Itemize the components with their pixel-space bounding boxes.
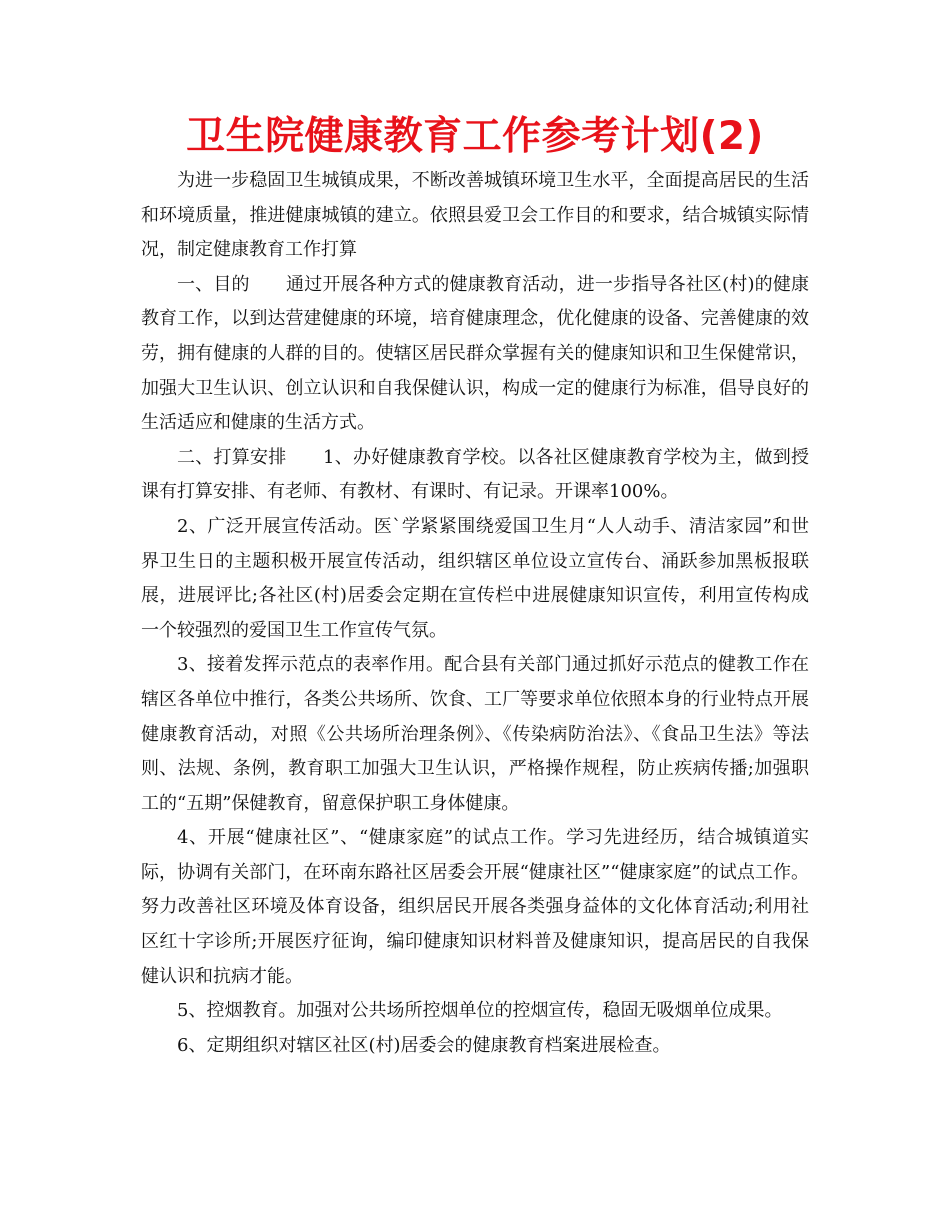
- paragraph-plan-2: 2、广泛开展宣传活动。医`学紧紧围绕爱国卫生月“人人动手、清洁家园”和世界卫生日的主题积极开展宣传活动，组织辖区单位设立宣传台、涌跃参加黑板报联展，进展评比;各社区(村)居委会定期在宣传栏中进展健康知识宣传，利用宣传构成一个较强烈的爱国卫生工作宣传气氛。: [141, 515, 809, 641]
- paragraph-plan-3: 3、接着发挥示范点的表率作用。配合县有关部门通过抓好示范点的健教工作在辖区各单位中推行，各类公共场所、饮食、工厂等要求单位依照本身的行业特点开展健康教育活动，对照《公共场所治理条例》、《传染病防治法》、《食品卫生法》等法则、法规、条例，教育职工加强大卫生认识，严格操作规程，防止疾病传播;加强职工的“五期”保健教育，留意保护职工身体健康。: [141, 654, 809, 814]
- paragraph-intro: 为进一步稳固卫生城镇成果，不断改善城镇环境卫生水平，全面提高居民的生活和环境质量，推进健康城镇的建立。依照县爱卫会工作目的和要求，结合城镇实际情况，制定健康教育工作打算: [141, 170, 809, 261]
- paragraph-plan-5: 5、控烟教育。加强对公共场所控烟单位的控烟宣传，稳固无吸烟单位成果。: [177, 1000, 783, 1022]
- paragraph-purpose: 一、目的 通过开展各种方式的健康教育活动，进一步指导各社区(村)的健康教育工作，以到达营建健康的环境，培育健康理念，优化健康的设备、完善健康的效劳，拥有健康的人群的目的。使辖区居民群众掌握有关的健康知识和卫生保健常识，加强大卫生认识、创立认识和自我保健认识，构成一定的健康行为标准，倡导良好的生活适应和健康的生活方式。: [141, 273, 809, 434]
- paragraph-plan-1: 二、打算安排 1、办好健康教育学校。以各社区健康教育学校为主，做到授课有打算安排、有老师、有教材、有课时、有记录。开课率100%。: [141, 446, 809, 503]
- document-title: 卫生院健康教育工作参考计划(2): [186, 114, 764, 159]
- document-body: [141, 164, 809, 1063]
- paragraph-plan-6: 6、定期组织对辖区社区(村)居委会的健康教育档案进展检查。: [177, 1034, 671, 1056]
- paragraph-plan-4: 4、开展“健康社区”、“健康家庭”的试点工作。学习先进经历，结合城镇道实际，协调有关部门，在环南东路社区居委会开展“健康社区”“健康家庭”的试点工作。努力改善社区环境及体育设备，组织居民开展各类强身益体的文化体育活动;利用社区红十字诊所;开展医疗征询，编印健康知识材料普及健康知识，提高居民的自我保健认识和抗病才能。: [141, 827, 809, 987]
